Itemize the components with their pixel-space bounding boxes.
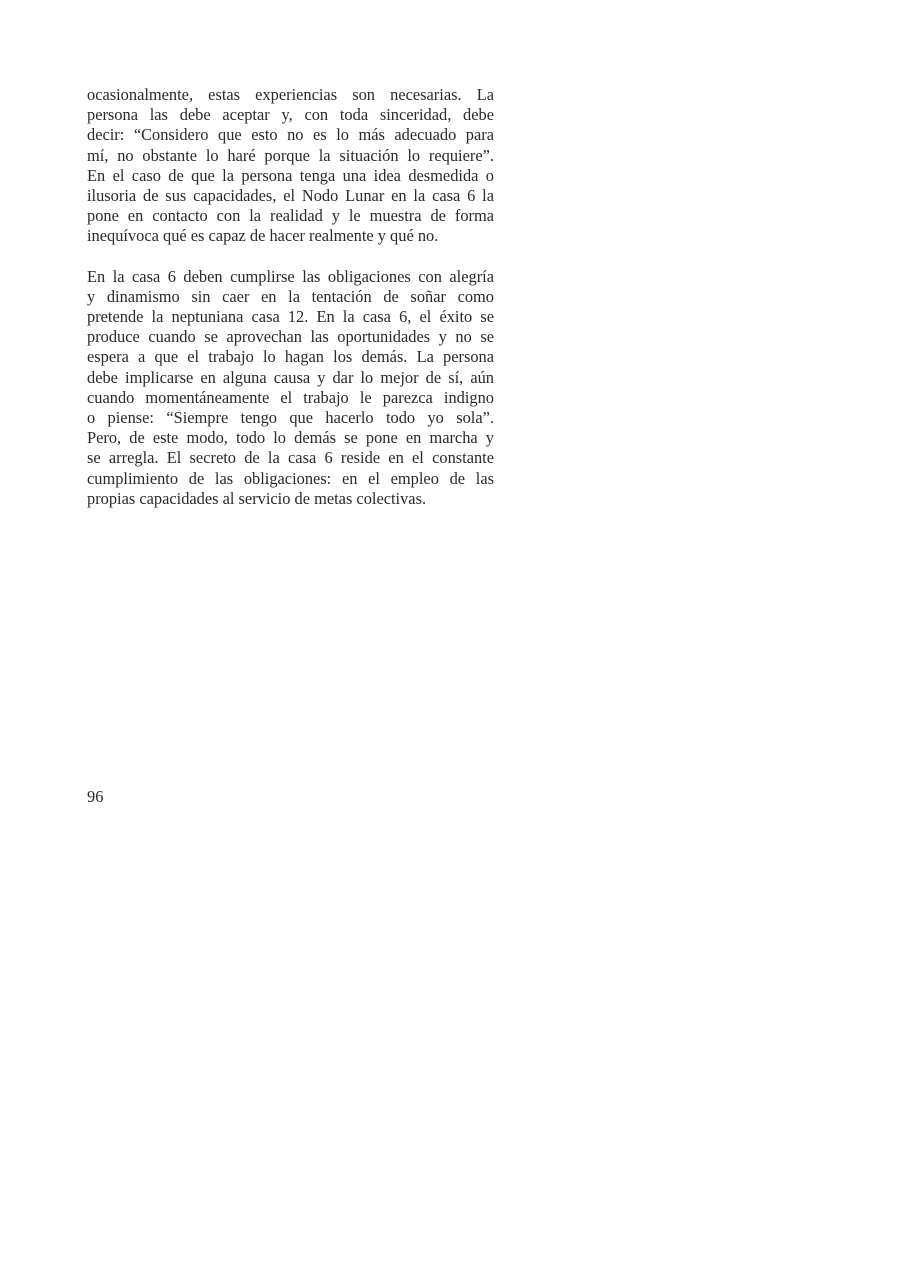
- text-line: espera a que el trabajo lo hagan los demás. La persona: [87, 347, 494, 367]
- text-line: mí, no obstante lo haré porque la situación lo requiere”.: [87, 145, 494, 165]
- text-line: o piense: “Siempre tengo que hacerlo todo yo sola”.: [87, 408, 494, 428]
- text-line: inequívoca qué es capaz de hacer realmente y qué no.: [87, 226, 439, 246]
- text-line: En el caso de que la persona tenga una idea desmedida o: [87, 165, 494, 185]
- text-line: En la casa 6 deben cumplirse las obligaciones con alegría: [87, 266, 494, 286]
- text-line: ilusoria de sus capacidades, el Nodo Lunar en la casa 6 la: [87, 186, 494, 206]
- text-line: produce cuando se aprovechan las oportunidades y no se: [87, 327, 494, 347]
- text-line: ocasionalmente, estas experiencias son necesarias. La: [87, 85, 494, 104]
- text-line: pone en contacto con la realidad y le muestra de forma: [87, 206, 494, 226]
- text-line: decir: “Considero que esto no es lo más adecuado para: [87, 125, 494, 145]
- page-number: 96: [87, 787, 104, 806]
- text-line: se arregla. El secreto de la casa 6 reside en el constante: [87, 448, 494, 468]
- text-line: cumplimiento de las obligaciones: en el empleo de las: [87, 468, 494, 488]
- text-line: Pero, de este modo, todo lo demás se pone en marcha y: [87, 428, 494, 448]
- text-line: pretende la neptuniana casa 12. En la casa 6, el éxito se: [87, 307, 494, 327]
- paragraph-2: [87, 267, 494, 509]
- text-line: propias capacidades al servicio de metas colectivas.: [87, 488, 427, 508]
- body-text: [87, 85, 494, 509]
- text-line: persona las debe aceptar y, con toda sinceridad, debe: [87, 105, 494, 125]
- text-line: y dinamismo sin caer en la tentación de soñar como: [87, 286, 494, 306]
- paragraph-1: [87, 85, 494, 247]
- text-line: cuando momentáneamente el trabajo le parezca indigno: [87, 387, 494, 407]
- text-line: debe implicarse en alguna causa y dar lo mejor de sí, aún: [87, 367, 494, 387]
